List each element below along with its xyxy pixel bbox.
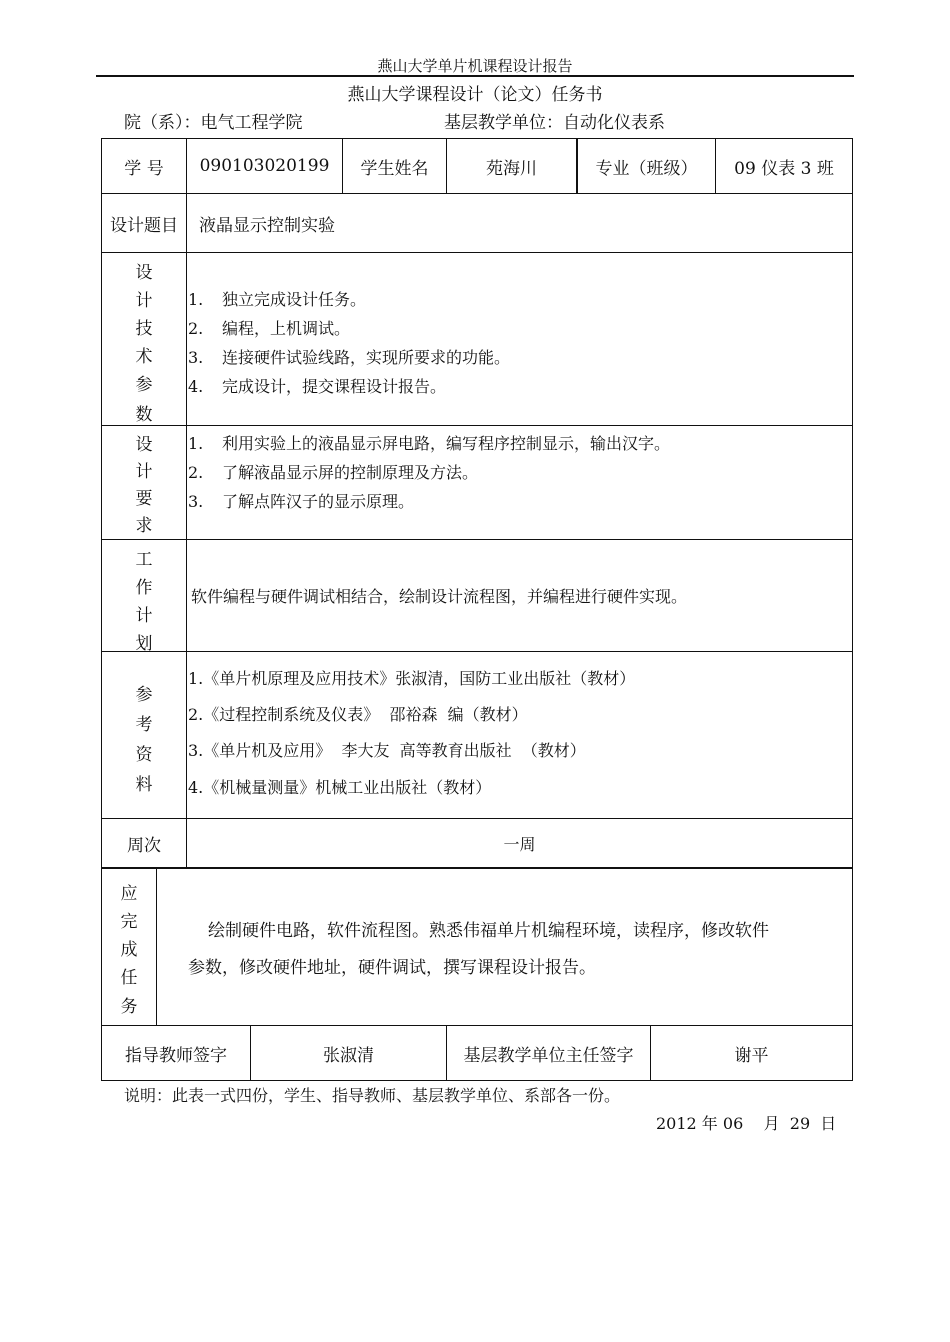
advisor-sign-label: 指导教师签字 <box>125 1045 227 1066</box>
list-item: 1. 独立完成设计任务。 <box>188 290 367 309</box>
teaching-unit-field: 基层教学单位：自动化仪表系 <box>444 113 665 133</box>
label-char: 应 <box>120 884 138 904</box>
tasks-label <box>102 869 156 1025</box>
topic-label: 设计题目 <box>110 215 178 236</box>
student-name-label: 学生姓名 <box>342 139 446 193</box>
student-id-label: 学 号 <box>124 158 164 179</box>
label-char: 术 <box>135 347 153 367</box>
list-item: 4.《机械量测量》机械工业出版社（教材） <box>188 778 492 797</box>
unit-head-sign-label: 基层教学单位主任签字 <box>446 1026 650 1080</box>
topic-value: 液晶显示控制实验 <box>186 194 852 252</box>
work-plan-label <box>102 540 186 654</box>
label-char: 任 <box>120 968 138 988</box>
student-id-value: 090103020199 <box>186 139 342 193</box>
signatures-row <box>102 1026 852 1080</box>
label-char: 设 <box>135 435 153 455</box>
list-item: 3. 了解点阵汉子的显示原理。 <box>188 492 415 511</box>
list-item: 2.《过程控制系统及仪表》 邵裕森 编（教材） <box>188 705 528 724</box>
label-char: 求 <box>135 516 153 536</box>
work-plan-text: 软件编程与硬件调试相结合，绘制设计流程图，并编程进行硬件实现。 <box>186 540 852 651</box>
references-row <box>102 652 852 819</box>
tasks-line-1: 绘制硬件电路，软件流程图。熟悉伟福单片机编程环境，读程序，修改软件 <box>208 921 769 941</box>
week-row <box>102 819 852 869</box>
label-char: 作 <box>135 578 153 598</box>
label-char: 要 <box>135 489 153 509</box>
college-field: 院（系）：电气工程学院 <box>124 113 303 133</box>
document-title: 燕山大学课程设计（论文）任务书 <box>347 85 603 105</box>
header-rule <box>96 75 854 77</box>
tech-params-row <box>102 253 852 426</box>
label-char: 考 <box>135 715 153 735</box>
student-name-value: 苑海川 <box>446 139 576 193</box>
topic-row <box>102 194 852 253</box>
footnote: 说明：此表一式四份，学生、指导教师、基层教学单位、系部各一份。 <box>124 1086 621 1105</box>
label-char: 务 <box>120 997 138 1017</box>
major-label: 专业（班级） <box>576 139 715 193</box>
references-list <box>188 652 848 818</box>
label-char: 参 <box>135 375 153 395</box>
date: 2012 年 06 月 29 日 <box>656 1114 837 1133</box>
list-item: 1. 利用实验上的液晶显示屏电路，编写程序控制显示，输出汉字。 <box>188 434 671 453</box>
label-char: 计 <box>135 462 153 482</box>
week-label: 周次 <box>127 835 161 856</box>
label-char: 料 <box>135 775 153 795</box>
label-char: 计 <box>135 291 153 311</box>
requirements-list <box>188 426 848 539</box>
list-item: 3.《单片机及应用》 李大友 高等教育出版社 （教材） <box>188 741 586 760</box>
list-item: 2. 了解液晶显示屏的控制原理及方法。 <box>188 463 479 482</box>
label-char: 计 <box>135 606 153 626</box>
week-value: 一周 <box>186 819 852 867</box>
label-char: 完 <box>120 912 138 932</box>
requirements-row <box>102 426 852 540</box>
references-label <box>102 652 186 818</box>
label-char: 成 <box>120 940 138 960</box>
list-item: 2. 编程，上机调试。 <box>188 319 351 338</box>
label-char: 设 <box>135 263 153 283</box>
task-form-table <box>101 138 853 1081</box>
requirements-label <box>102 426 186 539</box>
student-info-row <box>102 139 852 194</box>
tech-params-list <box>188 253 848 425</box>
list-item: 3. 连接硬件试验线路，实现所要求的功能。 <box>188 348 511 367</box>
tech-params-label <box>102 253 186 425</box>
tasks-row <box>102 869 852 1026</box>
label-char: 数 <box>135 405 153 425</box>
work-plan-row <box>102 540 852 652</box>
label-char: 参 <box>135 685 153 705</box>
list-item: 4. 完成设计，提交课程设计报告。 <box>188 377 447 396</box>
major-value: 09 仪表 3 班 <box>715 139 852 193</box>
label-char: 技 <box>135 319 153 339</box>
list-item: 1.《单片机原理及应用技术》张淑清，国防工业出版社（教材） <box>188 669 636 688</box>
label-char: 资 <box>135 745 153 765</box>
label-char: 工 <box>135 550 153 570</box>
unit-head-sign-value: 谢平 <box>650 1026 852 1080</box>
running-header: 燕山大学单片机课程设计报告 <box>377 57 573 75</box>
tasks-line-2: 参数，修改硬件地址，硬件调试，撰写课程设计报告。 <box>188 958 596 978</box>
label-char: 划 <box>135 634 153 654</box>
advisor-sign-value: 张淑清 <box>250 1026 446 1080</box>
